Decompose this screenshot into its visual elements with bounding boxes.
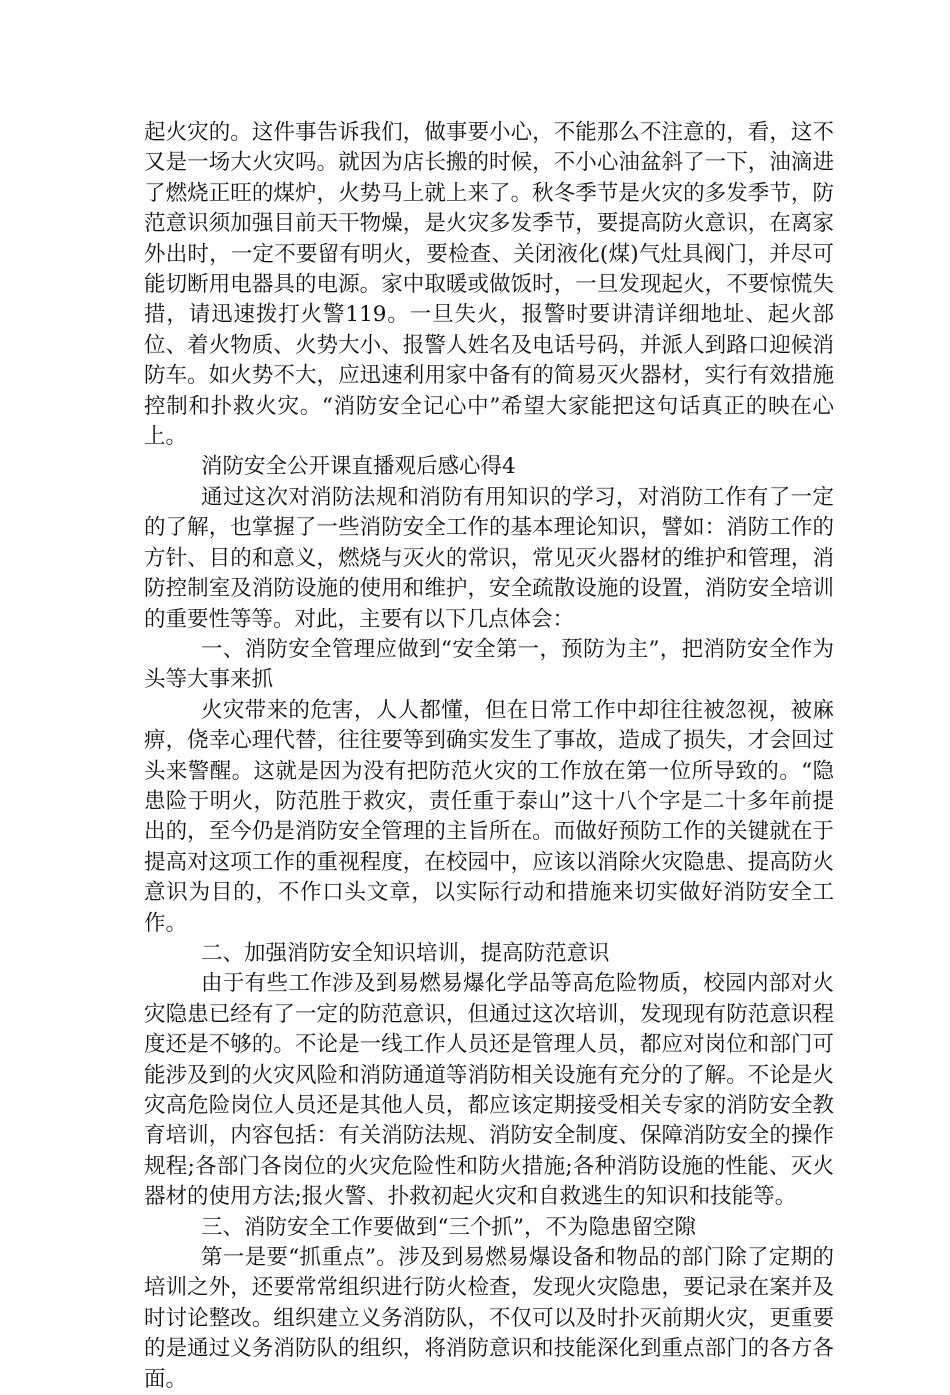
subheading: 一、消防安全管理应做到“安全第一，预防为主”，把消防安全作为头等大事来抓 — [144, 636, 834, 693]
body-paragraph: 第一是要“抓重点”。涉及到易燃易爆设备和物品的部门除了定期的培训之外，还要常常组织进行防火检查，发现火灾隐患，要记录在案并及时讨论整改。组织建立义务消防队，不仅可以及时扑灭前期火灾，更重要的是通过义务消防队的组织，将消防意识和技能深化到重点部门的各方各面。 — [144, 1245, 834, 1392]
body-paragraph: 通过这次对消防法规和消防有用知识的学习，对消防工作有了一定的了解，也掌握了一些消防安全工作的基本理论知识，譬如：消防工作的方针、目的和意义，燃烧与灭火的常识，常见灭火器材的维护和管理，消防控制室及消防设施的使用和维护，安全疏散设施的设置，消防安全培训的重要性等等。对此，主要有以下几点体会： — [144, 484, 834, 632]
section-title: 消防安全公开课直播观后感心得4 — [201, 454, 516, 480]
document-page — [144, 118, 834, 1395]
body-paragraph: 火灾带来的危害，人人都懂，但在日常工作中却往往被忽视，被麻痹，侥幸心理代替，往往要等到确实发生了事故，造成了损失，才会回过头来警醒。这就是因为没有把防范火灾的工作放在第一位所导致的。“隐患险于明火，防范胜于救灾，责任重于泰山”这十八个字是二十多年前提出的，至今仍是消防安全管理的主旨所在。而做好预防工作的关键就在于提高对这项工作的重视程度，在校园中，应该以消除火灾隐患、提高防火意识为目的，不作口头文章，以实际行动和措施来切实做好消防安全工作。 — [144, 697, 834, 936]
subheading: 三、消防安全工作要做到“三个抓”，不为隐患留空隙 — [201, 1214, 696, 1240]
subheading: 二、加强消防安全知识培训，提高防范意识 — [201, 940, 610, 966]
body-paragraph: 起火灾的。这件事告诉我们，做事要小心，不能那么不注意的，看，这不又是一场大火灾吗。就因为店长搬的时候，不小心油盆斜了一下，油滴进了燃烧正旺的煤炉，火势马上就上来了。秋冬季节是火灾的多发季节，防范意识须加强目前天干物燥，是火灾多发季节，要提高防火意识，在离家外出时，一定不要留有明火，要检查、关闭液化(煤)气灶具阀门，并尽可能切断用电器具的电源。家中取暖或做饭时，一旦发现起火，不要惊慌失措，请迅速拨打火警119。一旦失火，报警时要讲清详细地址、起火部位、着火物质、火势大小、报警人姓名及电话号码，并派人到路口迎候消防车。如火势不大，应迅速利用家中备有的简易灭火器材，实行有效措施控制和扑救火灾。“消防安全记心中”希望大家能把这句话真正的映在心上。 — [144, 120, 834, 450]
body-paragraph: 由于有些工作涉及到易燃易爆化学品等高危险物质，校园内部对火灾隐患已经有了一定的防范意识，但通过这次培训，发现现有防范意识程度还是不够的。不论是一线工作人员还是管理人员，都应对岗位和部门可能涉及到的火灾风险和消防通道等消防相关设施有充分的了解。不论是火灾高危险岗位人员还是其他人员，都应该定期接受相关专家的消防安全教育培训，内容包括：有关消防法规、消防安全制度、保障消防安全的操作规程;各部门各岗位的火灾危险性和防火措施;各种消防设施的性能、灭火器材的使用方法;报火警、扑救初起火灾和自救逃生的知识和技能等。 — [144, 971, 834, 1210]
